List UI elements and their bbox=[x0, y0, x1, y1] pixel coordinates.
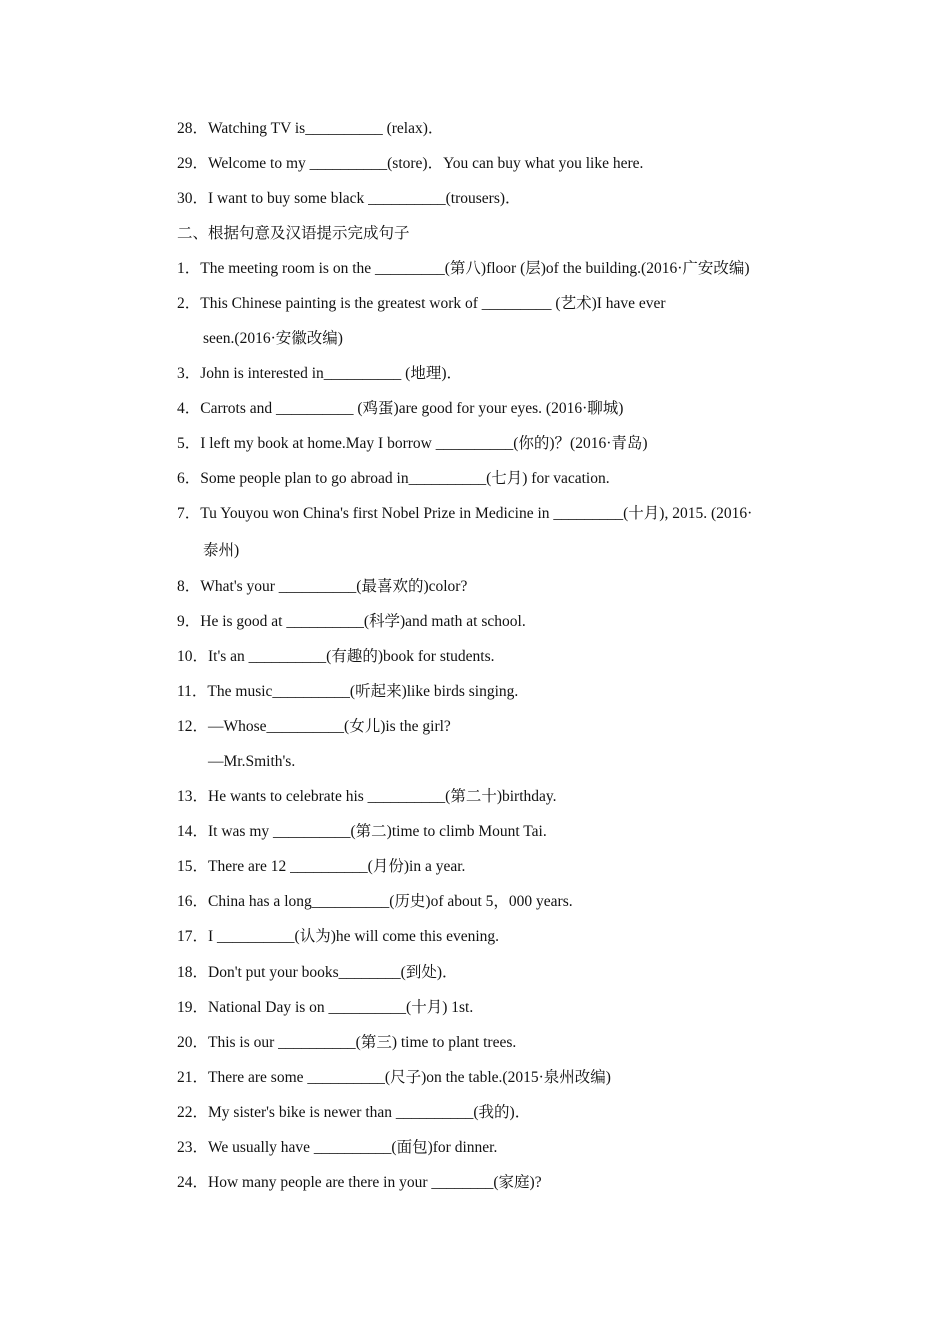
exercise-4: 4．Carrots and __________ (鸡蛋)are good for your eyes. (2016·聊城) bbox=[177, 400, 624, 417]
exercise-2: 2．This Chinese painting is the greatest work of _________ (艺术)I have ever bbox=[177, 295, 666, 312]
exercise-6: 6．Some people plan to go abroad in__________(七月) for vacation. bbox=[177, 470, 610, 487]
exercise-10: 10．It's an __________(有趣的)book for students. bbox=[177, 648, 495, 665]
exercise-21: 21．There are some __________(尺子)on the table.(2015·泉州改编) bbox=[177, 1069, 611, 1086]
exercise-7: 7．Tu Youyou won China's first Nobel Prize in Medicine in _________(十月), 2015. (2016· bbox=[177, 505, 753, 522]
exercise-11: 11．The music__________(听起来)like birds singing. bbox=[177, 683, 519, 700]
exercise-17: 17．I __________(认为)he will come this evening. bbox=[177, 928, 500, 945]
exercise-16: 16．China has a long__________(历史)of about 5，000 years. bbox=[177, 893, 573, 910]
exercise-9: 9．He is good at __________(科学)and math at school. bbox=[177, 613, 526, 630]
section-heading: 二、根据句意及汉语提示完成句子 bbox=[177, 225, 410, 242]
exercise-15: 15．There are 12 __________(月份)in a year. bbox=[177, 858, 466, 875]
question-29: 29．Welcome to my __________(store)．You can buy what you like here. bbox=[177, 155, 644, 172]
exercise-19: 19．National Day is on __________(十月) 1st. bbox=[177, 999, 474, 1016]
question-28: 28．Watching TV is__________ (relax)． bbox=[177, 120, 444, 137]
question-30: 30．I want to buy some black __________(trousers)． bbox=[177, 190, 521, 207]
exercise-23: 23．We usually have __________(面包)for dinner. bbox=[177, 1139, 498, 1156]
exercise-2-continued: seen.(2016·安徽改编) bbox=[203, 330, 343, 347]
exercise-3: 3．John is interested in__________ (地理)． bbox=[177, 365, 463, 382]
exercise-22: 22．My sister's bike is newer than __________(我的)． bbox=[177, 1104, 531, 1121]
exercise-20: 20．This is our __________(第三) time to plant trees. bbox=[177, 1034, 517, 1051]
exercise-18: 18．Don't put your books________(到处)． bbox=[177, 964, 458, 981]
exercise-12-answer: —Mr.Smith's. bbox=[208, 753, 296, 770]
exercise-12: 12．—Whose__________(女儿)is the girl? bbox=[177, 718, 451, 735]
exercise-13: 13．He wants to celebrate his __________(第二十)birthday. bbox=[177, 788, 557, 805]
exercise-24: 24．How many people are there in your ________(家庭)? bbox=[177, 1174, 542, 1191]
exercise-1: 1．The meeting room is on the _________(第八)floor (层)of the building.(2016·广安改编) bbox=[177, 260, 750, 277]
exercise-5: 5．I left my book at home.May I borrow __________(你的)？(2016·青岛) bbox=[177, 435, 648, 452]
exercise-7-continued: 泰州) bbox=[203, 542, 240, 559]
exercise-8: 8．What's your __________(最喜欢的)color? bbox=[177, 578, 468, 595]
exercise-14: 14．It was my __________(第二)time to climb Mount Tai. bbox=[177, 823, 547, 840]
